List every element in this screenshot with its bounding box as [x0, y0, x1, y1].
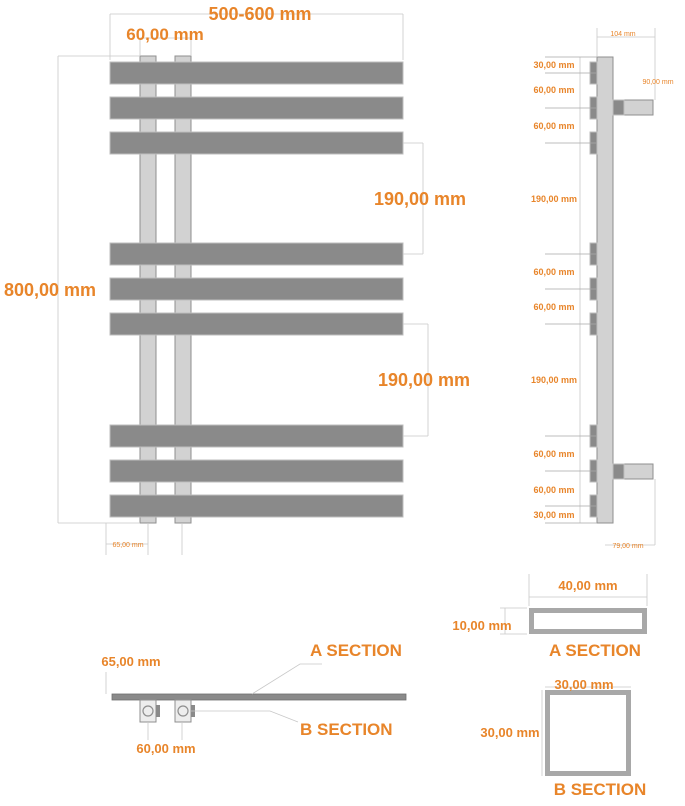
side-bracket-depth-label: 90,00 mm: [642, 79, 674, 86]
side-dim-4: 190,00 mm: [530, 194, 578, 204]
front-view: [4, 4, 470, 555]
front-gap-upper-label: 190,00 mm: [373, 189, 467, 209]
top-bar: [112, 694, 406, 700]
section-a-inner: [534, 613, 642, 629]
side-dim-2: 60,00 mm: [533, 85, 575, 95]
top-rail-left: [140, 700, 156, 722]
side-dim-10: 30,00 mm: [533, 510, 575, 520]
top-offset-label: 65,00 mm: [101, 654, 161, 669]
top-rail-width-label: 60,00 mm: [136, 741, 196, 756]
side-view: [531, 28, 674, 550]
front-gap-lower-label: 190,00 mm: [377, 370, 471, 390]
bar-9: [110, 495, 403, 517]
b-section-callout: B SECTION: [300, 720, 393, 739]
bar-8: [110, 460, 403, 482]
a-section-leader: [252, 664, 322, 694]
side-dim-7: 190,00 mm: [530, 375, 578, 385]
side-depth-top-label: 104 mm: [610, 31, 636, 38]
section-b-width-label: 30,00 mm: [554, 677, 614, 692]
bar-5: [110, 278, 403, 300]
section-a-title: A SECTION: [549, 641, 641, 660]
front-rail-width-label: 60,00 mm: [126, 25, 204, 44]
side-dim-9: 60,00 mm: [533, 485, 575, 495]
section-b-title: B SECTION: [553, 780, 647, 799]
side-dim-6: 60,00 mm: [533, 302, 575, 312]
side-dim-3: 60,00 mm: [533, 121, 575, 131]
section-a: [452, 574, 647, 660]
bar-7: [110, 425, 403, 447]
bar-4: [110, 243, 403, 265]
bar-1: [110, 62, 403, 84]
a-section-callout: A SECTION: [310, 641, 402, 660]
side-dim-5: 60,00 mm: [533, 267, 575, 277]
section-b-height-label: 30,00 mm: [480, 725, 540, 740]
side-bar-ends: [590, 62, 597, 517]
front-offset-label: 65,00 mm: [112, 542, 144, 549]
section-a-width-label: 40,00 mm: [558, 578, 618, 593]
bar-2: [110, 97, 403, 119]
section-a-height-label: 10,00 mm: [452, 618, 512, 633]
side-depth-bottom-label: 79,00 mm: [612, 543, 644, 550]
top-view: [101, 641, 406, 756]
front-height-label: 800,00 mm: [4, 280, 97, 300]
b-section-leader: [191, 711, 298, 722]
side-dim-8: 60,00 mm: [533, 449, 575, 459]
top-rail-right: [175, 700, 191, 722]
section-b-inner: [550, 695, 626, 771]
bar-6: [110, 313, 403, 335]
side-dim-1: 30,00 mm: [533, 60, 575, 70]
section-b: [480, 677, 646, 799]
bar-3: [110, 132, 403, 154]
front-width-label: 500-600 mm: [208, 4, 312, 24]
side-rail: [597, 57, 613, 523]
